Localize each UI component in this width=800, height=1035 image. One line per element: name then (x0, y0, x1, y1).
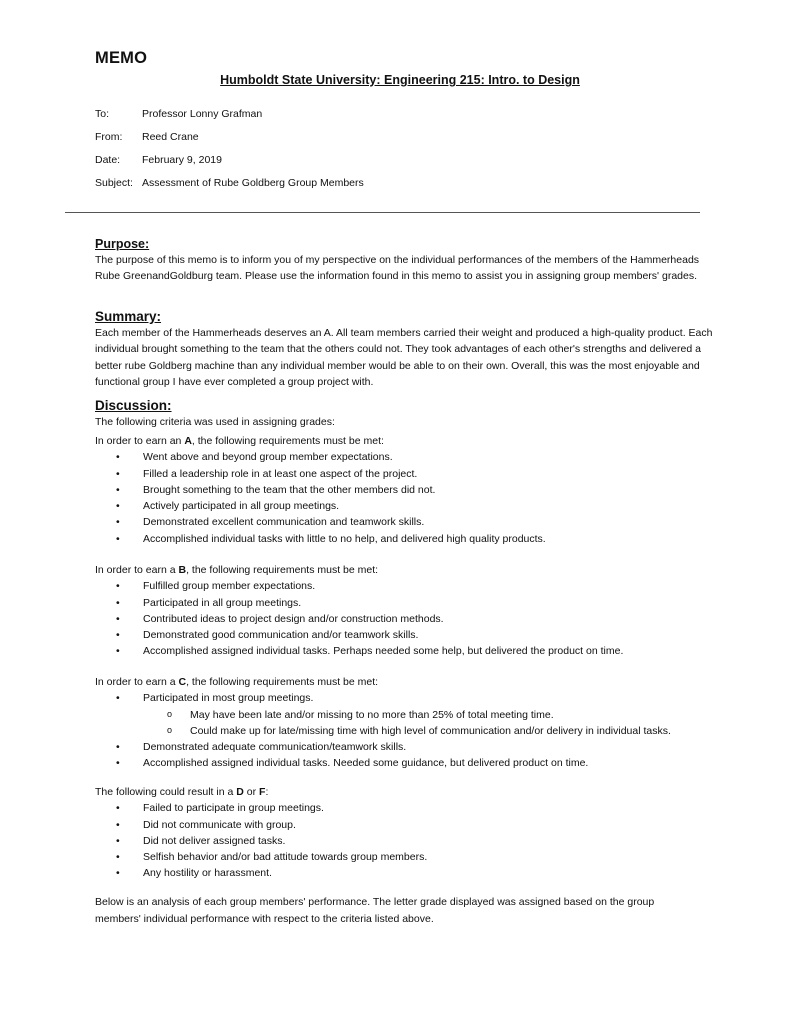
criteria-c-intro: In order to earn a C, the following requirements must be met: (95, 676, 379, 688)
grade-b: B (178, 564, 187, 576)
closing-paragraph: Below is an analysis of each group members' performance. The letter grade displayed was assigned based on the group members' individual performance with respect to the criteria listed above. (95, 896, 655, 925)
grade-f: F (259, 786, 266, 798)
criteria-a (95, 433, 715, 547)
discussion-intro: The following criteria was used in assigning grades: (95, 416, 335, 428)
list-item: • Selfish behavior and/or bad attitude towards group members. (95, 849, 715, 865)
memo-title: MEMO (95, 49, 148, 67)
criteria-b (95, 562, 715, 660)
list-item: • Went above and beyond group member expectations. (95, 449, 715, 465)
criteria-a-intro: In order to earn an A, the following requirements must be met: (95, 435, 384, 447)
criteria-df-intro: The following could result in a D or F: (95, 786, 269, 798)
list-item: • Brought something to the team that the other members did not. (95, 482, 715, 498)
criteria-c-list (95, 690, 715, 771)
subject-line (95, 177, 364, 189)
list-item: • Demonstrated good communication and/or teamwork skills. (95, 627, 715, 643)
list-item: • Fulfilled group member expectations. (95, 578, 715, 594)
from-line (95, 131, 199, 143)
to-value: Professor Lonny Grafman (142, 108, 263, 120)
list-item: • Demonstrated adequate communication/teamwork skills. (95, 739, 715, 755)
purpose-section (95, 236, 715, 285)
sub-list-item: o May have been late and/or missing to no more than 25% of total meeting time. (95, 707, 715, 723)
list-item: • Did not communicate with group. (95, 817, 715, 833)
list-item: • Failed to participate in group meetings. (95, 800, 715, 816)
list-item: • Actively participated in all group meetings. (95, 498, 715, 514)
purpose-text: The purpose of this memo is to inform you of my perspective on the individual performances of the members of the Hammerheads Rube GreenandGoldburg team. Please use the information found in this memo to assist you in assigning group members' grades. (95, 254, 700, 283)
criteria-a-list (95, 449, 715, 547)
list-item: • Accomplished assigned individual tasks. Needed some guidance, but delivered product on time. (95, 755, 715, 771)
date-value: February 9, 2019 (142, 154, 222, 166)
purpose-heading: Purpose: (95, 237, 150, 251)
from-label: From: (95, 131, 123, 143)
discussion-section (95, 398, 715, 430)
sub-list-item: o Could make up for late/missing time with high level of communication and/or delivery in individual tasks. (95, 723, 715, 739)
summary-heading: Summary: (95, 309, 162, 324)
list-item: • Any hostility or harassment. (95, 865, 715, 881)
criteria-b-intro: In order to earn a B, the following requirements must be met: (95, 564, 379, 576)
grade-d: D (236, 786, 244, 798)
to-label: To: (95, 108, 110, 120)
grade-a: A (184, 435, 192, 447)
to-line (95, 108, 262, 120)
grade-c: C (178, 676, 187, 688)
summary-section (95, 309, 715, 391)
criteria-b-list (95, 578, 715, 659)
header-divider (65, 212, 700, 213)
summary-text: Each member of the Hammerheads deserves an A. All team members carried their weight and produced a high-quality product. Each individual brought something to the team that the others could not. They took advantages of each other's strengths and delivered a better rube Goldberg machine than any individual member would be able to on their own. Overall, this was the most enjoyable and functional group I have ever completed a group project with. (95, 327, 713, 389)
date-label: Date: (95, 154, 121, 166)
subject-label: Subject: (95, 177, 133, 189)
list-item: • Demonstrated excellent communication and teamwork skills. (95, 514, 715, 530)
course-title: Humboldt State University: Engineering 215: Intro. to Design (220, 73, 580, 87)
criteria-df (95, 784, 715, 882)
discussion-heading: Discussion: (95, 398, 172, 413)
list-item: • Participated in most group meetings. (95, 690, 715, 706)
list-item: • Accomplished assigned individual tasks. Perhaps needed some help, but delivered the product on time. (95, 643, 715, 659)
date-line (95, 154, 222, 166)
list-item: • Accomplished individual tasks with little to no help, and delivered high quality products. (95, 531, 715, 547)
list-item: • Filled a leadership role in at least one aspect of the project. (95, 466, 715, 482)
criteria-c (95, 674, 715, 772)
list-item: • Contributed ideas to project design and/or construction methods. (95, 611, 715, 627)
criteria-df-list (95, 800, 715, 881)
from-value: Reed Crane (142, 131, 199, 143)
subject-value: Assessment of Rube Goldberg Group Members (142, 177, 364, 189)
list-item: • Participated in all group meetings. (95, 595, 715, 611)
list-item: • Did not deliver assigned tasks. (95, 833, 715, 849)
